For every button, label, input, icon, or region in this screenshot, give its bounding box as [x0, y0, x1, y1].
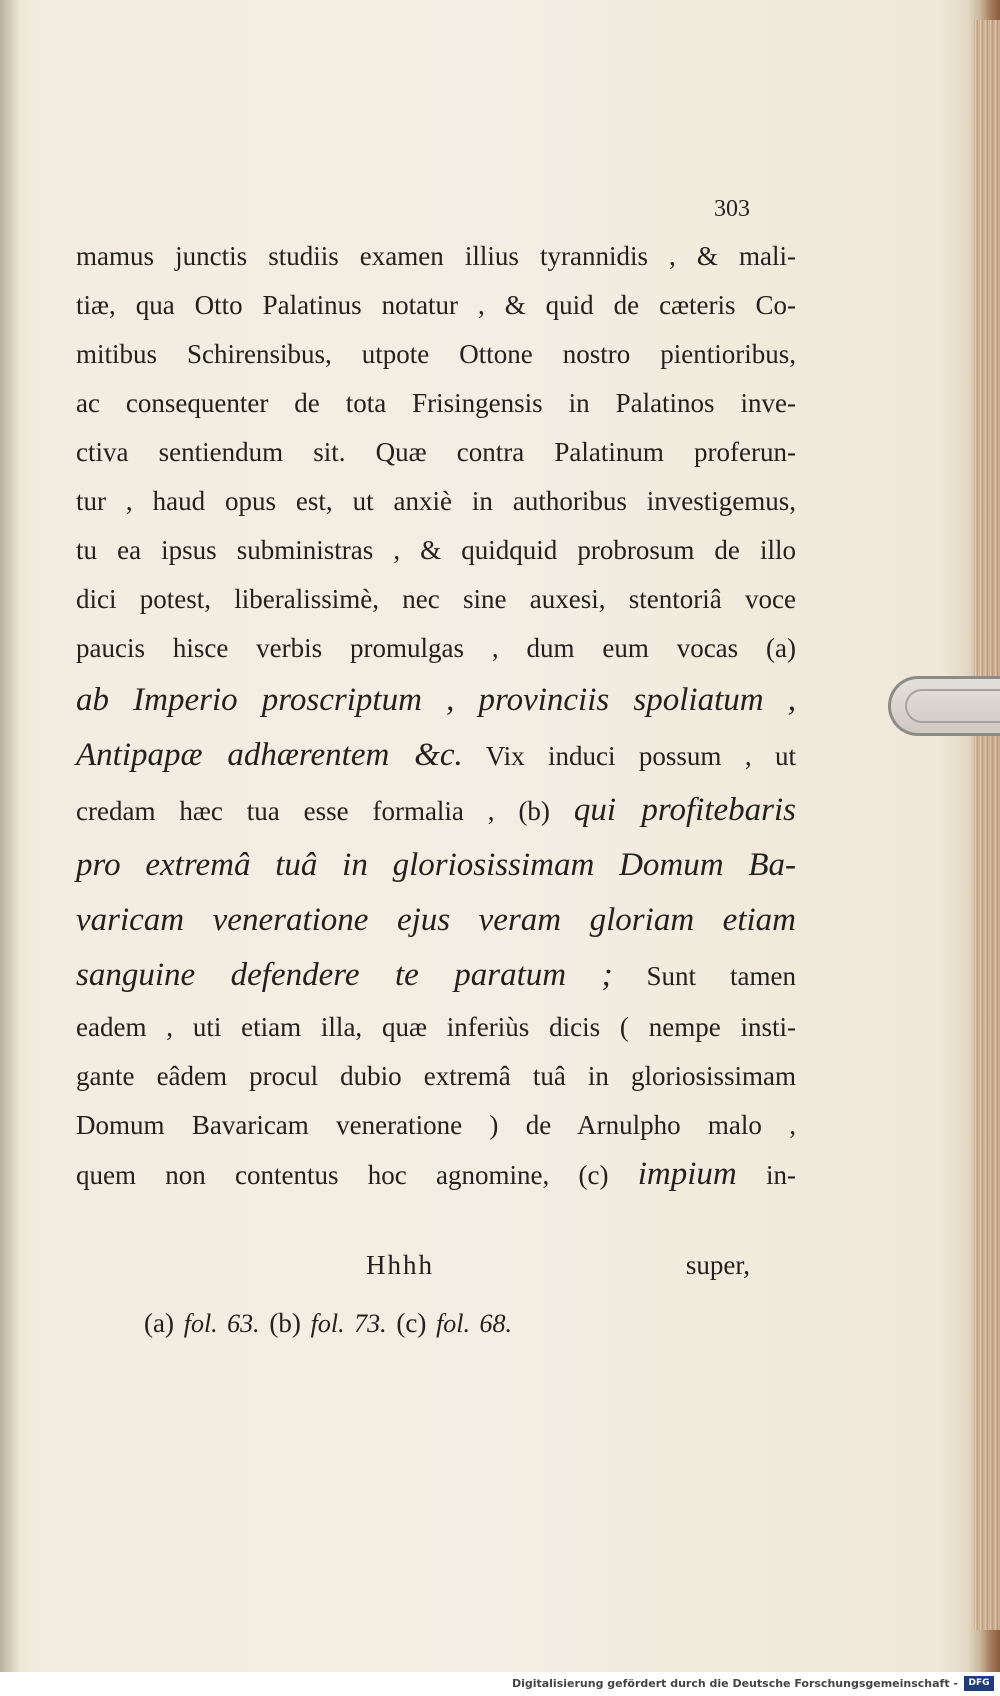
paper-clip-inner [905, 689, 1000, 723]
credit-bar [0, 1672, 1000, 1696]
credit-text: Digitalisierung gefördert durch die Deutsche Forschungsgemeinschaft - [511, 1677, 958, 1690]
text-run: dici potest, liberalissimè, nec sine auxesi, stentoriâ voce [76, 584, 796, 614]
footnote-label: (c) [396, 1308, 427, 1338]
text-run: quem non contentus hoc agnomine, (c) [76, 1160, 638, 1190]
footnote-ref: fol. 68. [436, 1309, 513, 1338]
text-run: ac consequenter de tota Frisingensis in Palatinos inve- [76, 388, 796, 418]
body-text [76, 232, 796, 1199]
text-line [76, 428, 796, 477]
text-run: tu ea ipsus subministras , & quidquid probrosum de illo [76, 535, 796, 565]
paper-clip-icon [888, 676, 1000, 736]
text-run: credam hæc tua esse formalia , (b) [76, 796, 574, 826]
text-run: in- [736, 1160, 796, 1190]
italic-text: impium [637, 1156, 737, 1192]
text-line [76, 330, 796, 379]
italic-text: varicam veneratione ejus veram gloriam etiam [76, 902, 796, 938]
text-run: mitibus Schirensibus, utpote Ottone nostro pientioribus, [76, 339, 796, 369]
italic-text: pro extremâ tuâ in gloriosissimam Domum Ba- [76, 847, 796, 883]
italic-text: sanguine defendere te paratum ; [76, 957, 613, 993]
text-line [76, 1150, 796, 1199]
text-run: gante eâdem procul dubio extremâ tuâ in gloriosissimam [76, 1061, 796, 1091]
catchword-line [76, 1250, 796, 1290]
text-run: Sunt tamen [612, 961, 796, 991]
text-run: Domum Bavaricam veneratione ) de Arnulpho malo , [76, 1110, 796, 1140]
text-line [76, 1052, 796, 1101]
text-line [76, 948, 796, 1003]
text-run: tiæ, qua Otto Palatinus notatur , & quid de cæteris Co- [76, 290, 796, 320]
page-number: 303 [714, 196, 750, 222]
text-line [76, 893, 796, 948]
text-run: paucis hisce verbis promulgas , dum eum vocas (a) [76, 633, 796, 663]
text-line [76, 477, 796, 526]
text-line [76, 728, 796, 783]
text-line [76, 673, 796, 728]
footnote-label: (a) [144, 1308, 174, 1338]
text-line [76, 526, 796, 575]
text-line [76, 281, 796, 330]
text-run: tur , haud opus est, ut anxiè in authoribus investigemus, [76, 486, 796, 516]
text-line [76, 783, 796, 838]
italic-text: Antipapæ adhærentem &c. [76, 737, 463, 773]
text-line [76, 1101, 796, 1150]
text-line [76, 838, 796, 893]
text-line [76, 1003, 796, 1052]
text-run: eadem , uti etiam illa, quæ inferiùs dicis ( nempe insti- [76, 1012, 796, 1042]
text-run: mamus junctis studiis examen illius tyrannidis , & mali- [76, 241, 796, 271]
text-line [76, 575, 796, 624]
text-line [76, 232, 796, 281]
footnotes [144, 1308, 512, 1339]
footnote-ref: fol. 73. [310, 1309, 387, 1338]
footnote-label: (b) [269, 1308, 301, 1338]
text-line [76, 379, 796, 428]
gutter-shadow [0, 0, 18, 1672]
catchword: super, [685, 1250, 750, 1280]
text-run: ctiva sentiendum sit. Quæ contra Palatinum proferun- [76, 437, 796, 467]
footnote-ref: fol. 63. [183, 1309, 260, 1338]
italic-text: ab Imperio proscriptum , provinciis spoliatum , [76, 682, 796, 718]
signature-mark: Hhhh [366, 1250, 434, 1280]
text-line [76, 624, 796, 673]
page-edges [974, 20, 1000, 1630]
dfg-logo: DFG [964, 1676, 994, 1691]
italic-text: qui profitebaris [573, 792, 796, 828]
text-run: Vix induci possum , ut [462, 741, 796, 771]
